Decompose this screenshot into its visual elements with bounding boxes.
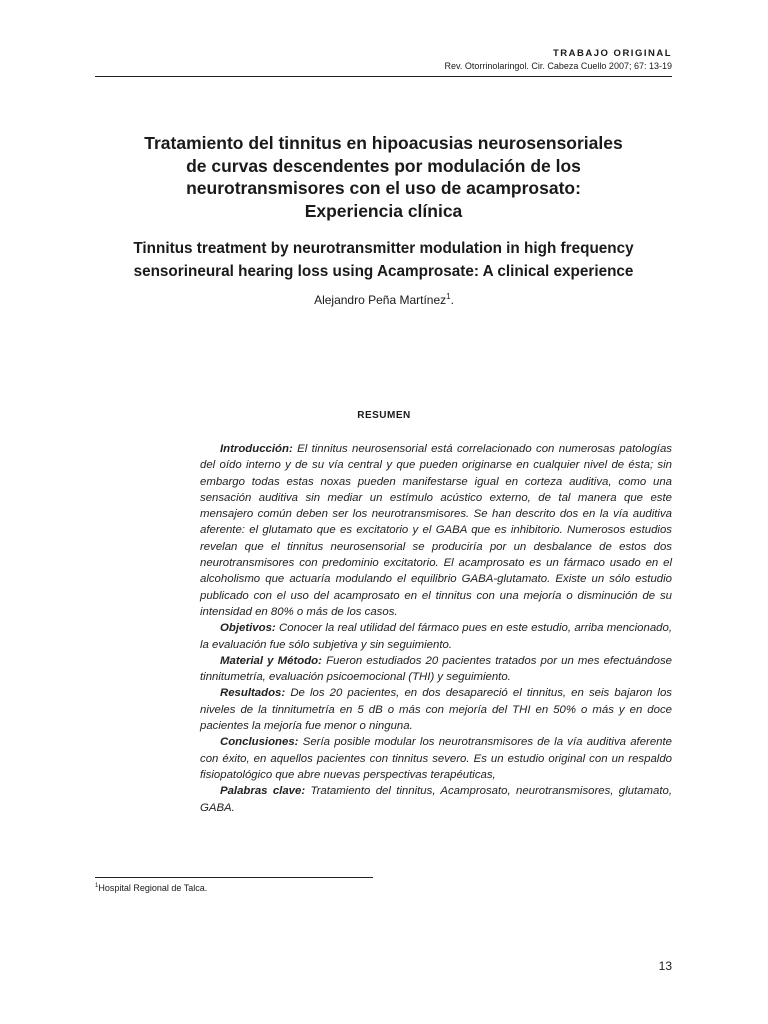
title-spanish: [95, 132, 672, 222]
footnote-mark: 1: [95, 883, 99, 889]
abstract-label: Palabras clave:: [220, 785, 306, 798]
footnote: [95, 883, 207, 893]
abstract-label: Introducción:: [220, 443, 293, 455]
abstract-text: Sería posible modular los neurotransmisores de la vía auditiva aferente con éxito, en aquellos pacientes con tinnitus severo. Es un estudio original con un respaldo fisiopatológico que abre nuevas perspectivas terapéuticas,: [200, 736, 673, 781]
title-english-line: Tinnitus treatment by neurotransmitter modulation in high frequency: [133, 240, 634, 257]
running-header: [445, 48, 672, 71]
abstract-body: [200, 441, 672, 816]
header-divider: [95, 76, 672, 77]
affiliation-mark: 1: [446, 292, 451, 301]
title-english: [85, 238, 682, 283]
abstract-paragraph-objectives: [200, 620, 672, 653]
title-english-line: sensorineural hearing loss using Acamprosate: A clinical experience: [133, 262, 634, 280]
abstract-paragraph-keywords: [200, 783, 672, 816]
abstract-text: Conocer la real utilidad del fármaco pues en este estudio, arriba mencionado, la evaluación fue sólo subjetiva y sin seguimiento.: [200, 622, 673, 651]
abstract-heading: RESUMEN: [357, 410, 411, 421]
title-spanish-line: neurotransmisores con el uso de acamprosato:: [186, 178, 581, 198]
abstract-text: Fueron estudiados 20 pacientes tratados por un mes efectuándose tinnitumetría, evaluación psicoemocional (THI) y seguimiento.: [200, 654, 672, 684]
author-name: Alejandro Peña Martínez: [314, 293, 447, 307]
abstract-paragraph-introduction: [200, 441, 672, 620]
abstract-paragraph-results: [200, 685, 672, 734]
author-trailing: .: [450, 293, 454, 307]
page-number: 13: [658, 959, 672, 973]
journal-reference: Rev. Otorrinolaringol. Cir. Cabeza Cuello 2007; 67: 13-19: [444, 61, 672, 71]
abstract-label: Conclusiones:: [220, 736, 299, 749]
abstract-text: El tinnitus neurosensorial está correlacionado con numerosas patologías del oído interno y de su vía central y que pueden originarse en cualquier nivel de ésta; sin embargo todas estas noxas pueden manifestarse igual en corteza auditiva, como una sensación auditiva sin mediar un estímulo acústico externo, de tal manera que este mensajero común deben ser los neurotransmisores. Se han descrito dos en la vía auditiva aferente: el glutamato que es excitatorio y el GABA que es inhibitorio. Numerosos estudios revelan que el tinnitus neurosensorial se produciría por un desbalance de estos dos neurotransmisores con predominio excitatorio. El acamprosato es un fármaco usado en el alcoholismo que actuaría modulando el equilibrio GABA-glutamato. Existe un sólo estudio publicado con el uso del acamprosato en el tinnitus con una mejoría o disminución de su intensidad en 80% o más de los casos.: [200, 443, 672, 618]
abstract-paragraph-conclusions: [200, 734, 672, 783]
abstract-label: Objetivos:: [220, 622, 276, 635]
abstract-text: Tratamiento del tinnitus, Acamprosato, neurotransmisores, glutamato, GABA.: [200, 785, 672, 814]
abstract-label: Material y Método:: [220, 654, 322, 667]
section-label: TRABAJO ORIGINAL: [553, 48, 672, 59]
author-line: [0, 292, 768, 307]
title-spanish-line: Experiencia clínica: [304, 200, 463, 221]
abstract-label: Resultados:: [220, 687, 286, 700]
abstract-paragraph-methods: [200, 653, 672, 686]
title-spanish-line: Tratamiento del tinnitus en hipoacusias neurosensoriales: [144, 133, 623, 153]
abstract-text: De los 20 pacientes, en dos desapareció el tinnitus, en seis bajaron los niveles de la tinnitumetría en 5 dB o más con mejoría del THI en 50% o más y en doce pacientes la mejoría fue menor o ninguna.: [200, 687, 672, 733]
footnote-text: Hospital Regional de Talca.: [98, 883, 208, 893]
footnote-divider: [95, 877, 373, 878]
title-spanish-line: de curvas descendentes por modulación de los: [186, 155, 581, 176]
